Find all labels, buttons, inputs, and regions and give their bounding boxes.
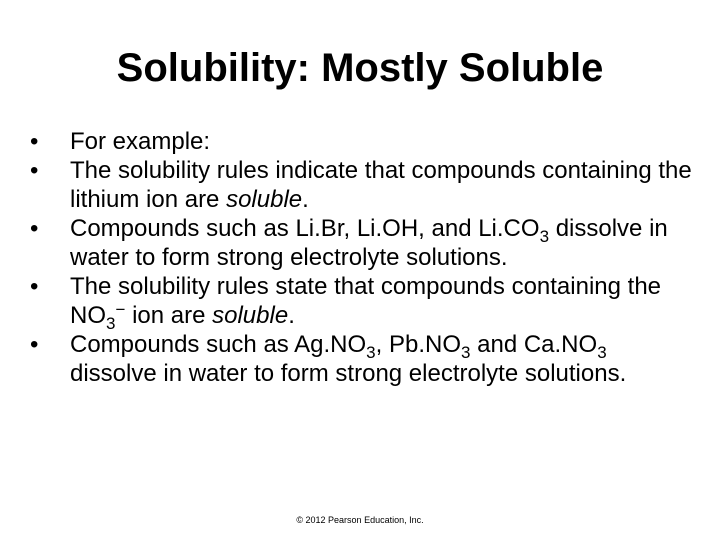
bullet-text: , Pb.NO — [375, 331, 461, 358]
superscript: − — [115, 300, 126, 319]
subscript: 3 — [460, 343, 471, 362]
bullet-marker: • — [30, 215, 39, 242]
bullet-marker: • — [30, 157, 39, 184]
copyright-footer: © 2012 Pearson Education, Inc. — [296, 515, 424, 525]
subscript: 3 — [597, 343, 607, 362]
bullet-text: The solubility rules indicate that compounds containing the lithium ion are — [70, 157, 692, 213]
bullet-text: The solubility rules state that compounds containing the NO — [70, 273, 662, 329]
bullet-marker: • — [30, 273, 39, 300]
bullet-text: Compounds such as Ag.NO — [70, 331, 367, 358]
slide-title: Solubility: Mostly Soluble — [116, 46, 604, 90]
bullet-item-3 — [30, 214, 700, 272]
subscript: 3 — [366, 343, 376, 362]
bullet-item-5 — [30, 330, 700, 388]
bullet-list — [30, 127, 700, 388]
bullet-text: Compounds such as Li.Br, Li.OH, and Li.CO — [70, 215, 540, 242]
bullet-item-2 — [30, 156, 700, 214]
bullet-marker: • — [30, 331, 39, 358]
bullet-text: ion are — [125, 302, 213, 329]
subscript: 3 — [539, 227, 550, 246]
bullet-item-1 — [30, 127, 700, 156]
bullet-text: For example: — [70, 128, 211, 155]
bullet-text: . — [288, 302, 295, 329]
bullet-text: dissolve in water to form strong electrolyte solutions. — [70, 360, 627, 387]
bullet-item-4 — [30, 272, 700, 333]
emphasis-text: soluble — [212, 302, 289, 329]
bullet-text: dissolve in water to form strong electrolyte solutions. — [70, 215, 668, 271]
bullet-text: . — [302, 186, 309, 213]
bullet-marker: • — [30, 128, 39, 155]
subscript: 3 — [106, 314, 116, 333]
emphasis-text: soluble — [226, 186, 303, 213]
bullet-text: and Ca.NO — [470, 331, 598, 358]
